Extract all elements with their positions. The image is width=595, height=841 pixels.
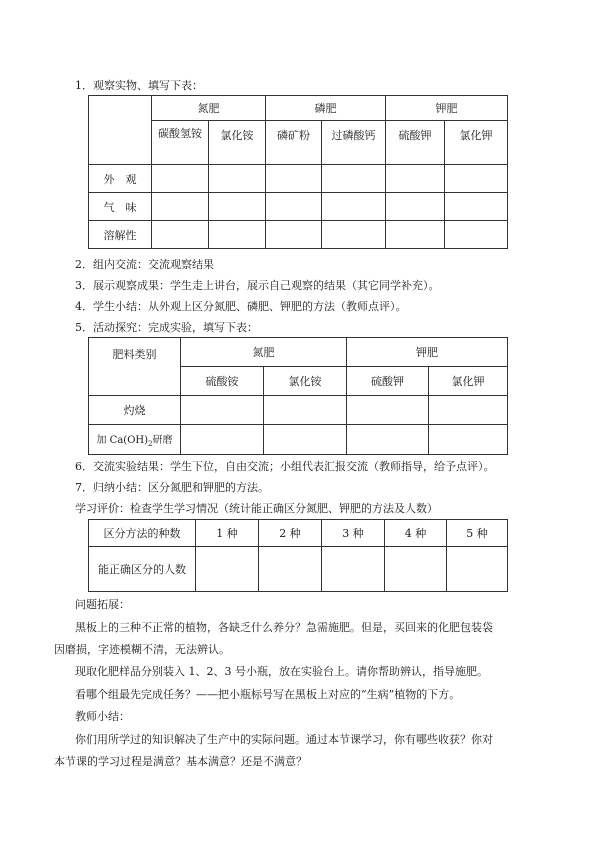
- table1-cell[interactable]: [322, 193, 386, 221]
- table2-row-grind-sub: 2: [148, 440, 153, 448]
- table1-row-label: 溶解性: [89, 221, 152, 249]
- table2-row-burn: 灼烧: [89, 396, 181, 425]
- table1-cell[interactable]: [209, 165, 266, 193]
- experiment-table: [88, 337, 508, 455]
- extension-p3: 看哪个组最先完成任务？——把小瓶标号写在黑板上对应的“生病”植物的下方。: [75, 688, 461, 701]
- table2-corner: 肥料类别: [89, 338, 181, 396]
- table1-sub: 过磷酸钙: [322, 121, 386, 165]
- table1-cell[interactable]: [445, 221, 508, 249]
- table2-sub: 硫酸钾: [347, 367, 429, 396]
- teacher-summary-1: 你们用所学过的知识解决了生产中的实际问题。通过本节课学习，你有哪些收获？你对: [75, 733, 493, 746]
- item-5: 5．活动探究：完成实验，填写下表：: [75, 321, 258, 334]
- evaluation-line: 学习评价：检查学生学习情况（统计能正确区分氮肥、钾肥的方法及人数）: [75, 502, 438, 515]
- table1-cell[interactable]: [386, 165, 445, 193]
- table1-group-potassium: 钾肥: [386, 96, 508, 121]
- table2-cell[interactable]: [347, 396, 429, 425]
- extension-p1b: 因磨损，字迹模糊不清，无法辨认。: [54, 643, 230, 656]
- table1-cell[interactable]: [152, 193, 209, 221]
- table2-row-grind: [89, 425, 181, 455]
- table1-cell[interactable]: [266, 165, 322, 193]
- table1-sub: 硫酸钾: [386, 121, 445, 165]
- table1-cell[interactable]: [322, 221, 386, 249]
- table3-col: 2 种: [259, 520, 322, 547]
- table1-row-label: 气 味: [89, 193, 152, 221]
- table2-cell[interactable]: [347, 425, 429, 455]
- extension-p2: 现取化肥样品分别装入 1、2、3 号小瓶，放在实验台上。请你帮助辨认，指导施肥。: [75, 665, 488, 678]
- table3-head: 区分方法的种数: [89, 520, 196, 547]
- table2-cell[interactable]: [429, 425, 508, 455]
- table3-row-label: [89, 547, 196, 592]
- table2-cell[interactable]: [264, 425, 347, 455]
- table3-col: 4 种: [385, 520, 447, 547]
- table1-group-nitrogen: 氮肥: [152, 96, 266, 121]
- table3-cell[interactable]: [447, 547, 508, 592]
- table1-group-phosphorus: 磷肥: [266, 96, 386, 121]
- table3-col: 5 种: [447, 520, 508, 547]
- table3-cell[interactable]: [259, 547, 322, 592]
- table1-sub: 磷矿粉: [266, 121, 322, 165]
- table2-cell[interactable]: [181, 396, 264, 425]
- observation-table: [88, 95, 508, 249]
- table2-group-potassium: 钾肥: [347, 338, 508, 367]
- table1-sub: 碳酸氢铵: [152, 121, 209, 165]
- extension-p1a: 黑板上的三种不正常的植物，各缺乏什么养分？急需施肥。但是，买回来的化肥包装袋: [75, 621, 493, 634]
- table1-cell[interactable]: [445, 165, 508, 193]
- table2-row-grind-suffix: 研磨: [152, 435, 173, 446]
- table1-sub: 氯化铵: [209, 121, 266, 165]
- table2-group-nitrogen: 氮肥: [181, 338, 347, 367]
- table1-cell[interactable]: [209, 221, 266, 249]
- table1-cell[interactable]: [266, 193, 322, 221]
- item-2: 2．组内交流：交流观察结果: [75, 258, 214, 271]
- teacher-summary-2: 本节课的学习过程是满意？基本满意？还是不满意？: [54, 755, 307, 768]
- table3-row-label-text: 能正确区分的人数: [98, 562, 186, 576]
- table3-cell[interactable]: [385, 547, 447, 592]
- item-7: 7．归纳小结：区分氮肥和钾肥的方法。: [75, 481, 269, 494]
- table1-cell[interactable]: [386, 221, 445, 249]
- table1-cell[interactable]: [209, 193, 266, 221]
- table3-col: 1 种: [196, 520, 259, 547]
- table3-col: 3 种: [322, 520, 385, 547]
- table1-cell[interactable]: [322, 165, 386, 193]
- item-6: 6．交流实验结果：学生下位，自由交流；小组代表汇报交流（教师指导，给予点评）。: [75, 460, 495, 473]
- table1-sub: 氯化钾: [445, 121, 508, 165]
- table2-sub: 硫酸铵: [181, 367, 264, 396]
- item-3: 3．展示观察成果：学生走上讲台，展示自己观察的结果（其它同学补充）。: [75, 279, 440, 292]
- table3-cell[interactable]: [196, 547, 259, 592]
- table1-cell[interactable]: [266, 221, 322, 249]
- extension-title: 问题拓展：: [75, 598, 130, 611]
- item-4: 4．学生小结：从外观上区分氮肥、磷肥、钾肥的方法（教师点评）。: [75, 300, 407, 313]
- table2-sub: 氯化钾: [429, 367, 508, 396]
- table1-cell[interactable]: [386, 193, 445, 221]
- table2-cell[interactable]: [264, 396, 347, 425]
- table1-row-label: 外 观: [89, 165, 152, 193]
- table1-cell[interactable]: [152, 165, 209, 193]
- table1-corner: [89, 96, 152, 165]
- table1-cell[interactable]: [152, 221, 209, 249]
- evaluation-table: [88, 519, 508, 592]
- table1-cell[interactable]: [445, 193, 508, 221]
- teacher-summary-title: 教师小结：: [75, 710, 130, 723]
- section1-heading: 1．观察实物、填写下表：: [75, 79, 203, 92]
- table2-row-grind-prefix: 加 Ca(OH): [96, 435, 149, 446]
- table2-sub: 氯化铵: [264, 367, 347, 396]
- table2-cell[interactable]: [181, 425, 264, 455]
- table2-cell[interactable]: [429, 396, 508, 425]
- table3-cell[interactable]: [322, 547, 385, 592]
